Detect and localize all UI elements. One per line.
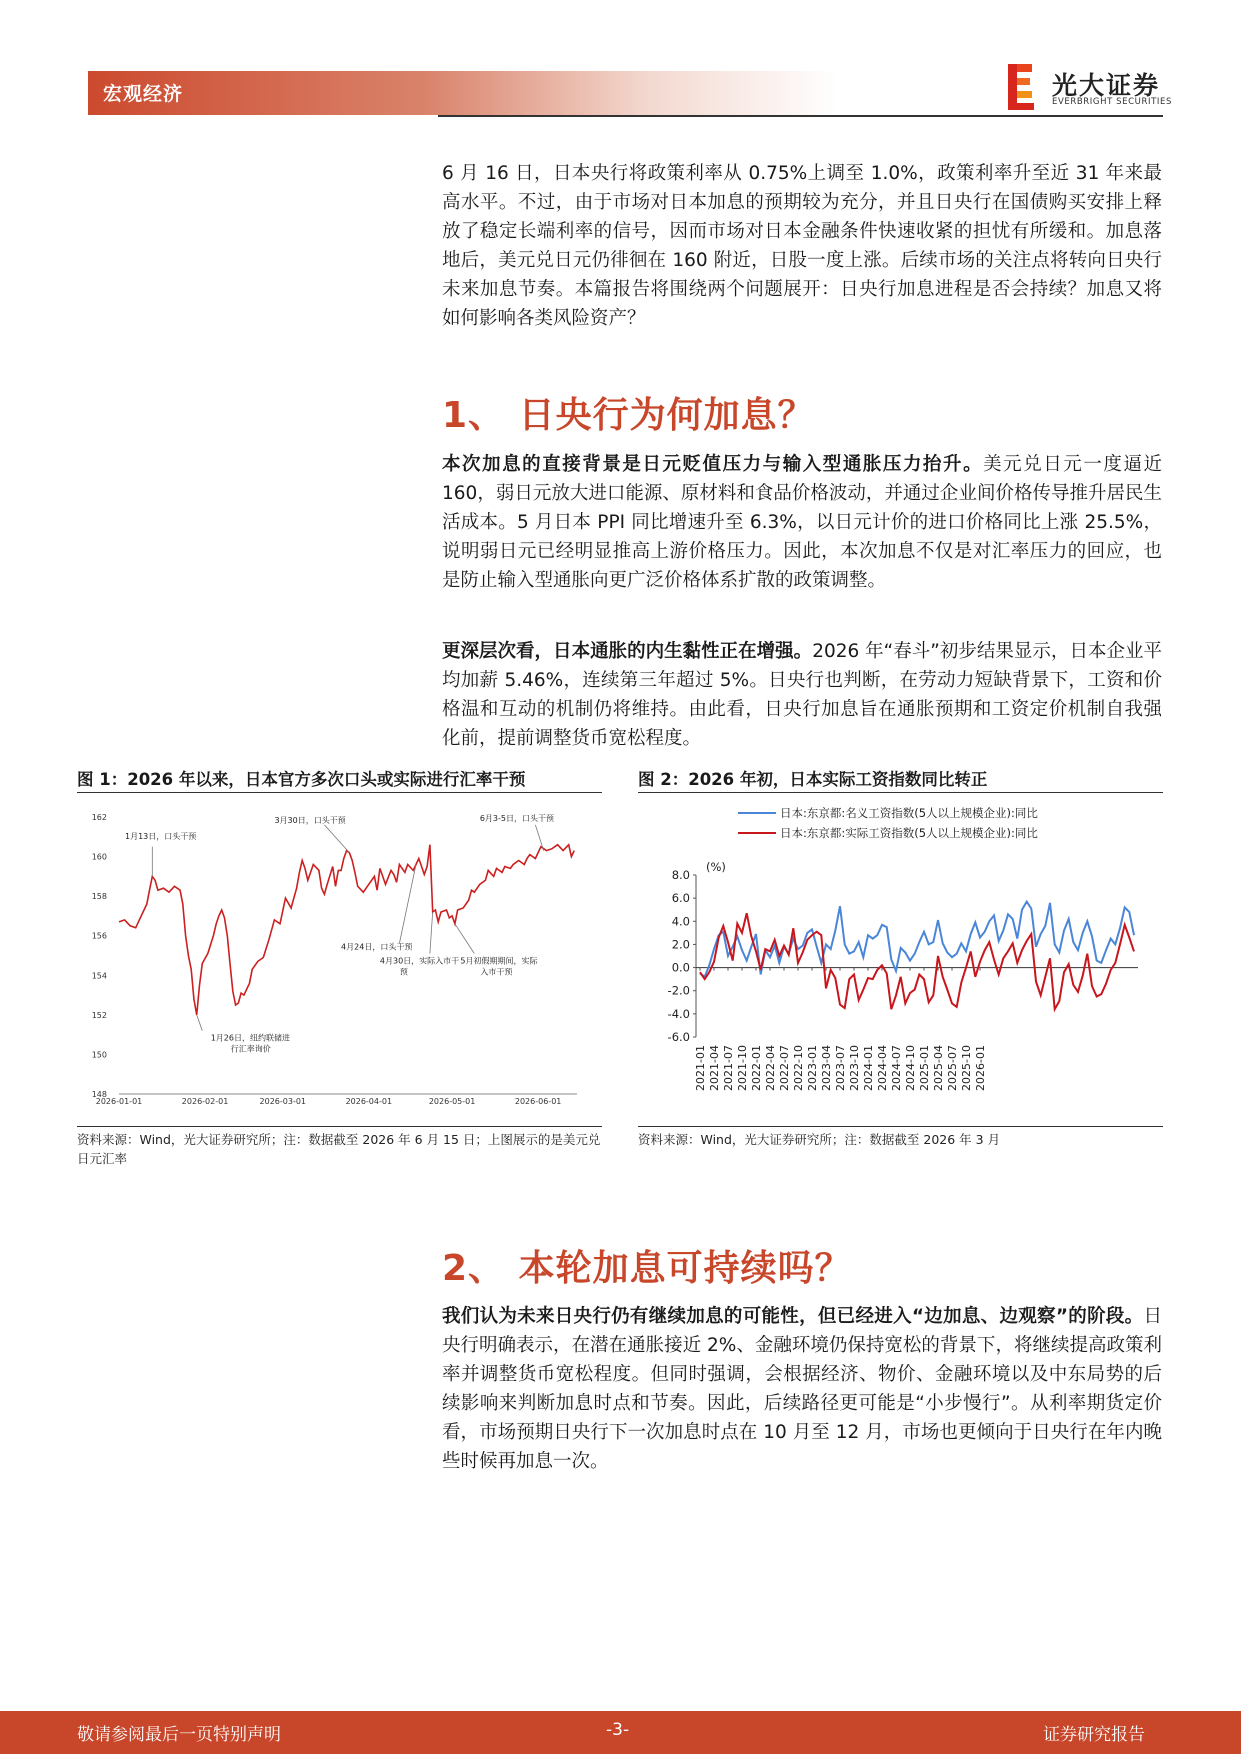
section2-paragraph-1	[442, 1302, 1162, 1476]
figure1-title: 图 1：2026 年以来，日本官方多次口头或实际进行汇率干预	[77, 770, 526, 789]
y-axis-unit: (%)	[706, 860, 726, 874]
x-tick-label: 2026-01	[974, 1045, 987, 1091]
x-tick-label: 2026-02-01	[181, 1097, 229, 1106]
x-tick-label: 2023-10	[848, 1045, 861, 1091]
page-number: -3-	[606, 1720, 630, 1740]
x-tick-label: 2025-07	[946, 1045, 959, 1091]
intro-paragraph: 6 月 16 日，日本央行将政策利率从 0.75%上调至 1.0%，政策利率升至近 31 年来最高水平。不过，由于市场对日本加息的预期较为充分，并且日央行在国债购买安排上释放了稳定长端利率的信号，因而市场对日本金融条件快速收紧的担忧有所缓和。加息落地后，美元兑日元仍徘徊在 160 附近，日股一度上涨。后续市场的关注点将转向日央行未来加息节奏。本篇报告将围绕两个问题展开：日央行加息进程是否会持续？加息又将如何影响各类风险资产？	[442, 163, 1162, 329]
section2-p1-lead: 我们认为未来日央行仍有继续加息的可能性，但已经进入“边加息、边观察”的阶段。	[442, 1306, 1144, 1327]
figure1-bottom-rule	[77, 1126, 602, 1127]
annotation-leader	[430, 912, 433, 954]
y-tick-label: 152	[91, 1010, 107, 1020]
y-tick-label: 0.0	[671, 960, 690, 975]
y-tick-label: -6.0	[667, 1030, 690, 1044]
x-tick-label: 2021-04	[708, 1045, 721, 1091]
x-tick-label: 2025-04	[932, 1045, 945, 1091]
annotation-leader	[197, 1015, 203, 1031]
footer-disclaimer: 敬请参阅最后一页特别声明	[77, 1725, 281, 1745]
annotation-leader	[399, 864, 416, 943]
legend-label: 日本:东京都:名义工资指数(5人以上规模企业):同比	[780, 806, 1038, 820]
everbright-logo-icon	[1008, 64, 1034, 110]
annotation-label: 3月30日，口头干预	[274, 815, 346, 825]
section2-p1-body: 日央行明确表示，在潜在通胀接近 2%、金融环境仍保持宽松的背景下，将继续提高政策利率并调整货币宽松程度。但同时强调，会根据经济、物价、金融环境以及中东局势的后续影响来判断加息时点和节奏。因此，后续路径更可能是“小步慢行”。从利率期货定价看，市场预期日央行下一次加息时点在 10 月至 12 月，市场也更倾向于日央行在年内晚些时候再加息一次。	[442, 1306, 1162, 1472]
x-tick-label: 2026-06-01	[514, 1097, 562, 1106]
logo-name-en: EVERBRIGHT SECURITIES	[1052, 97, 1172, 107]
x-tick-label: 2025-10	[960, 1045, 973, 1091]
section1-p2-body: 2026 年“春斗”初步结果显示，日本企业平均加薪 5.46%，连续第三年超过 5%。日央行也判断，在劳动力短缺背景下，工资和价格温和互动的机制仍将维持。由此看，日央行加息旨在通胀预期和工资定价机制自我强化前，提前调整货币宽松程度。	[442, 641, 1162, 749]
logo-name-cn: 光大证券	[1052, 71, 1161, 100]
x-tick-label: 2022-07	[778, 1045, 791, 1091]
figure1-chart	[77, 797, 602, 1112]
section-heading-2: 2、 本轮加息可持续吗？	[442, 1248, 852, 1289]
x-tick-label: 2024-10	[904, 1045, 917, 1091]
section-label: 宏观经济	[103, 83, 184, 105]
y-tick-label: 156	[91, 931, 107, 941]
annotation-label: 4月24日，口头干预	[341, 942, 413, 952]
x-tick-label: 2023-04	[820, 1045, 833, 1091]
y-tick-label: 160	[91, 852, 107, 862]
footer-report-type: 证券研究报告	[1043, 1725, 1145, 1745]
x-tick-label: 2024-07	[890, 1045, 903, 1091]
usdjpy-series-line	[119, 845, 574, 1015]
figure1-top-rule	[77, 792, 602, 793]
y-tick-label: 6.0	[671, 891, 690, 906]
x-tick-label: 2023-01	[806, 1045, 819, 1091]
section1-paragraph-1	[442, 450, 1162, 595]
header-band	[88, 71, 838, 115]
annotation-leader	[535, 825, 543, 851]
annotation-label: 5月初假期期间，实际入市干预	[460, 956, 538, 977]
y-tick-label: -2.0	[667, 983, 690, 998]
y-tick-label: 148	[91, 1090, 107, 1099]
figure2-bottom-rule	[638, 1126, 1163, 1127]
y-tick-label: 154	[91, 971, 107, 981]
x-tick-label: 2026-04-01	[345, 1097, 393, 1106]
annotation-leader	[324, 825, 349, 853]
x-tick-label: 2026-05-01	[428, 1097, 476, 1106]
real-wage-line	[700, 913, 1134, 1009]
figure1-source: 资料来源：Wind，光大证券研究所；注：数据截至 2026 年 6 月 15 日；上图展示的是美元兑日元汇率	[77, 1132, 601, 1166]
y-tick-label: 150	[91, 1050, 107, 1060]
y-tick-label: 4.0	[671, 914, 690, 929]
x-tick-label: 2024-04	[876, 1045, 889, 1091]
section1-p1-body: 美元兑日元一度逼近 160，弱日元放大进口能源、原材料和食品价格波动，并通过企业间价格传导推升居民生活成本。5 月日本 PPI 同比增速升至 6.3%，以日元计价的进口价格同比上涨 25.5%，说明弱日元已经明显推高上游价格压力。因此，本次加息不仅是对汇率压力的回应，也是防止输入型通胀向更广泛价格体系扩散的政策调整。	[442, 454, 1162, 591]
x-tick-label: 2022-10	[792, 1045, 805, 1091]
section1-p1-lead: 本次加息的直接背景是日元贬值压力与输入型通胀压力抬升。	[442, 454, 984, 475]
x-tick-label: 2026-03-01	[259, 1097, 307, 1106]
x-tick-label: 2026-01-01	[95, 1097, 143, 1106]
header-rule	[438, 115, 1163, 117]
x-tick-label: 2021-07	[722, 1045, 735, 1091]
annotation-label: 4月30日，实际入市干预	[379, 956, 460, 977]
section1-paragraph-2	[442, 637, 1162, 753]
y-tick-label: 162	[91, 813, 107, 822]
figure2-chart	[638, 797, 1163, 1127]
y-tick-label: 2.0	[671, 937, 690, 952]
y-tick-label: 158	[91, 892, 107, 902]
x-tick-label: 2024-01	[862, 1045, 875, 1091]
annotation-leader	[455, 924, 474, 954]
y-tick-label: 8.0	[671, 868, 690, 882]
annotation-label: 1月13日，口头干预	[125, 831, 197, 841]
annotation-label: 6月3-5日，口头干预	[479, 813, 555, 823]
x-tick-label: 2021-10	[736, 1045, 749, 1091]
x-tick-label: 2023-07	[834, 1045, 847, 1091]
y-tick-label: -4.0	[667, 1006, 690, 1021]
section-heading-1: 1、 日央行为何加息？	[442, 395, 815, 436]
figure2-source: 资料来源：Wind，光大证券研究所；注：数据截至 2026 年 3 月	[638, 1132, 1001, 1147]
x-tick-label: 2022-01	[750, 1045, 763, 1091]
legend-label: 日本:东京都:实际工资指数(5人以上规模企业):同比	[780, 826, 1038, 840]
annotation-label: 1月26日，纽约联储进行汇率询价	[210, 1033, 291, 1054]
x-tick-label: 2025-01	[918, 1045, 931, 1091]
section1-p2-lead: 更深层次看，日本通胀的内生黏性正在增强。	[442, 641, 813, 662]
x-tick-label: 2022-04	[764, 1045, 777, 1091]
figure2-top-rule	[638, 792, 1163, 793]
x-tick-label: 2021-01	[694, 1045, 707, 1091]
figure2-title: 图 2：2026 年初，日本实际工资指数同比转正	[638, 770, 988, 789]
